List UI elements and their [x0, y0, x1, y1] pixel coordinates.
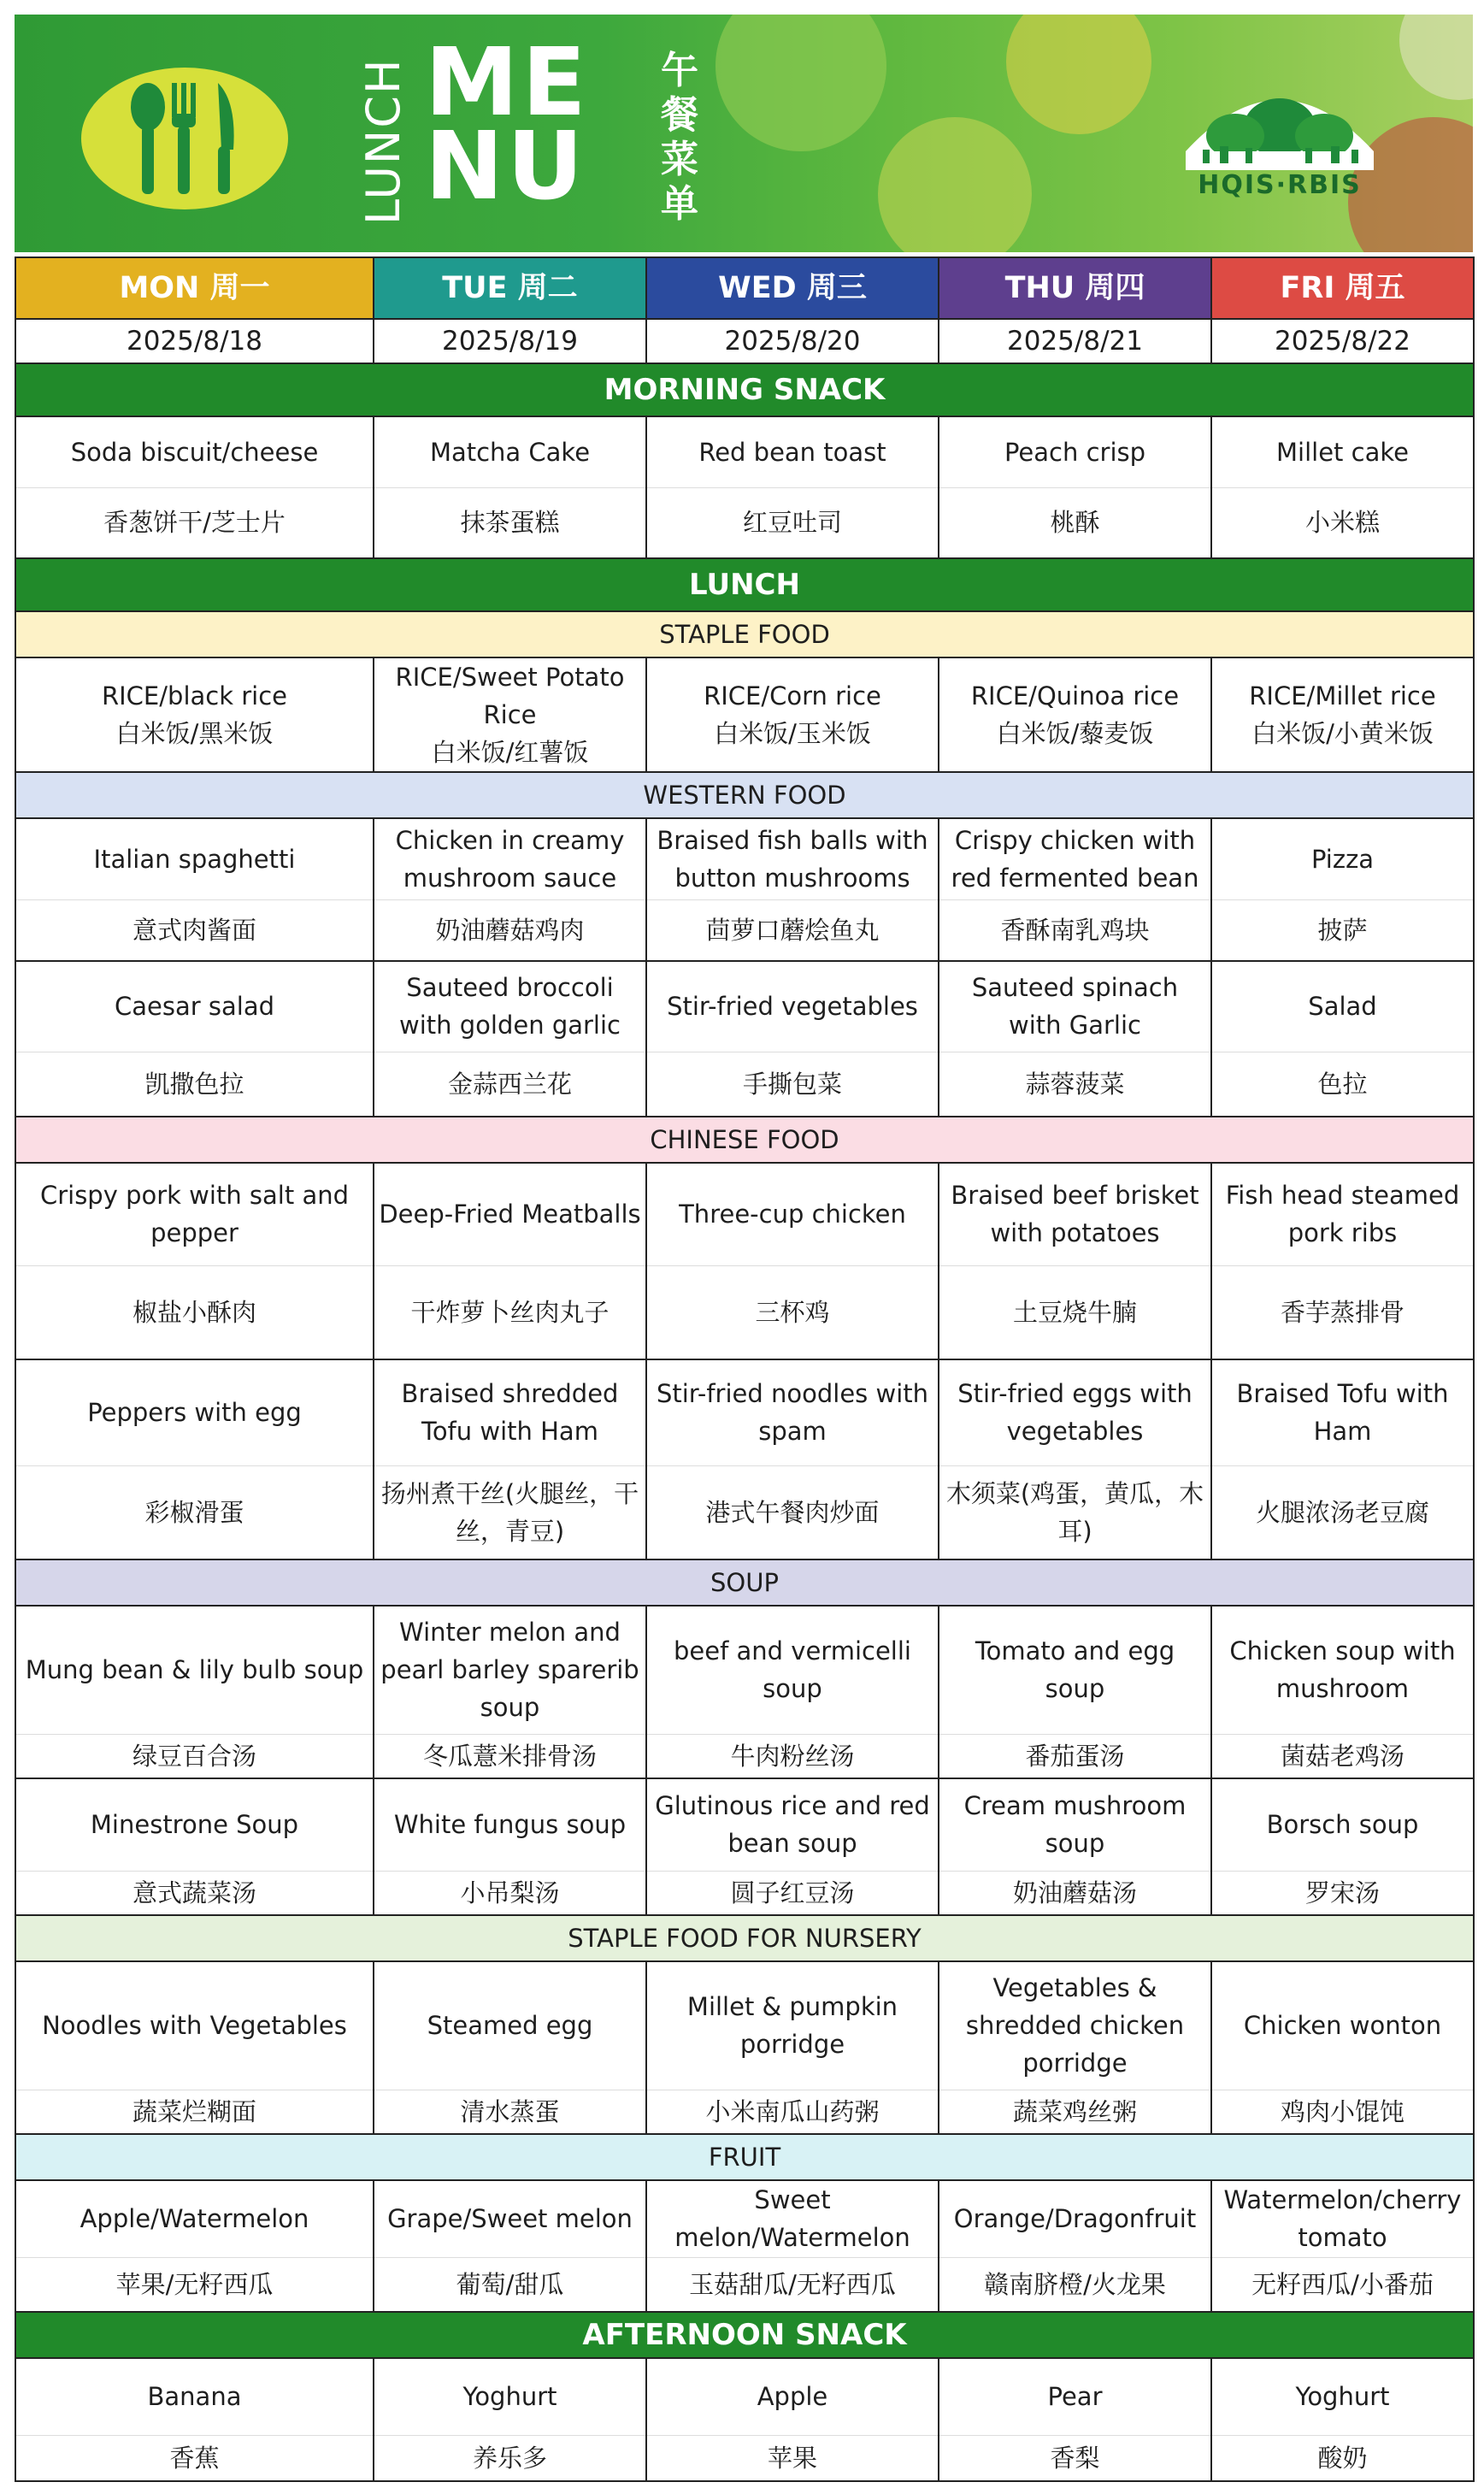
dish-en: Pear [939, 2358, 1211, 2435]
school-name: HQIS·RBIS [1198, 170, 1362, 200]
dish-en: Minestrone Soup [15, 1778, 374, 1871]
menu-row-en [15, 1359, 1474, 1465]
dish-en: Stir-fried eggs with vegetables [939, 1359, 1211, 1465]
dish-cn: 苹果/无籽西瓜 [15, 2257, 374, 2312]
dish-en: Orange/Dragonfruit [939, 2180, 1211, 2257]
dish-en: Apple [646, 2358, 939, 2435]
dish-en: Braised fish balls with button mushrooms [646, 818, 939, 899]
menu-row-en [15, 1961, 1474, 2090]
menu-row-en [15, 961, 1474, 1052]
dish-en: Vegetables & shredded chicken porridge [939, 1961, 1211, 2090]
dish-en: Crispy chicken with red fermented bean [939, 818, 1211, 899]
dish-en: Chicken soup with mushroom [1211, 1606, 1474, 1734]
dish-en: Salad [1211, 961, 1474, 1052]
dish-en: RICE/black rice [101, 681, 287, 710]
dish-en: Mung bean & lily bulb soup [15, 1606, 374, 1734]
date-row [15, 319, 1474, 363]
dish-en: Italian spaghetti [15, 818, 374, 899]
dish-en: Three-cup chicken [646, 1163, 939, 1265]
utensils-logo [81, 68, 288, 209]
menu-row-en [15, 2358, 1474, 2435]
menu-row-cn [15, 2257, 1474, 2312]
dish-en: Caesar salad [15, 961, 374, 1052]
dish-en: Chicken in creamy mushroom sauce [374, 818, 646, 899]
dish-cn: 桃酥 [939, 487, 1211, 558]
dish-cn: 牛肉粉丝汤 [646, 1734, 939, 1778]
dish-cn: 酸奶 [1211, 2435, 1474, 2481]
menu-cn-char: 餐 [661, 93, 698, 137]
menu-title-chinese [654, 49, 705, 227]
dish-cn: 无籽西瓜/小番茄 [1211, 2257, 1474, 2312]
dish-en: RICE/Quinoa rice [970, 681, 1180, 710]
dish-en: Chicken wonton [1211, 1961, 1474, 2090]
dish-cn: 罗宋汤 [1211, 1871, 1474, 1915]
day-header-thu: THU 周四 [939, 257, 1211, 319]
menu-row-cn [15, 1465, 1474, 1559]
menu-row-en [15, 416, 1474, 487]
dish-cn: 小米糕 [1211, 487, 1474, 558]
dish-cn: 鸡肉小馄饨 [1211, 2090, 1474, 2134]
school-logo-icon [1169, 74, 1391, 177]
weekly-menu-table [15, 256, 1475, 2482]
dish-cn: 茴萝口蘑烩鱼丸 [646, 899, 939, 961]
dish-cn: 赣南脐橙/火龙果 [939, 2257, 1211, 2312]
menu-title-bottom: NU [425, 111, 587, 221]
menu-row-cn [15, 899, 1474, 961]
dish-en: Pizza [1211, 818, 1474, 899]
dish-en: Sweet melon/Watermelon [646, 2180, 939, 2257]
section-soup: SOUP [15, 1559, 1474, 1606]
day-header-wed: WED 周三 [646, 257, 939, 319]
dish-en: beef and vermicelli soup [646, 1606, 939, 1734]
dish-staple [374, 657, 646, 772]
dish-cn: 披萨 [1211, 899, 1474, 961]
day-header-row [15, 257, 1474, 319]
dish-en: Tomato and egg soup [939, 1606, 1211, 1734]
dish-cn: 凯撒色拉 [15, 1052, 374, 1117]
dish-en: Soda biscuit/cheese [15, 416, 374, 487]
dish-cn: 三杯鸡 [646, 1265, 939, 1359]
dish-en: Sauteed broccoli with golden garlic [374, 961, 646, 1052]
dish-en: Noodles with Vegetables [15, 1961, 374, 2090]
dish-en: Sauteed spinach with Garlic [939, 961, 1211, 1052]
dish-staple [15, 657, 374, 772]
dish-cn: 香梨 [939, 2435, 1211, 2481]
menu-title-top: ME [425, 27, 590, 137]
menu-row-staple [15, 657, 1474, 772]
section-fruit: FRUIT [15, 2134, 1474, 2180]
date-cell: 2025/8/21 [939, 319, 1211, 363]
dish-cn: 椒盐小酥肉 [15, 1265, 374, 1359]
dish-en: Fish head steamed pork ribs [1211, 1163, 1474, 1265]
dish-cn: 红豆吐司 [646, 487, 939, 558]
dish-en: Peppers with egg [15, 1359, 374, 1465]
dish-cn: 清水蒸蛋 [374, 2090, 646, 2134]
dish-cn: 香芋蒸排骨 [1211, 1265, 1474, 1359]
dish-en: Braised shredded Tofu with Ham [374, 1359, 646, 1465]
menu-row-cn [15, 1871, 1474, 1915]
dish-en: Stir-fried noodles with spam [646, 1359, 939, 1465]
section-afternoon-snack: AFTERNOON SNACK [15, 2312, 1474, 2358]
dish-cn: 绿豆百合汤 [15, 1734, 374, 1778]
menu-row-en [15, 1606, 1474, 1734]
day-header-mon: MON 周一 [15, 257, 374, 319]
section-staple-food-nursery: STAPLE FOOD FOR NURSERY [15, 1915, 1474, 1961]
dish-en: Braised beef brisket with potatoes [939, 1163, 1211, 1265]
dish-cn: 玉菇甜瓜/无籽西瓜 [646, 2257, 939, 2312]
dish-cn: 圆子红豆汤 [646, 1871, 939, 1915]
dish-cn: 意式肉酱面 [15, 899, 374, 961]
dish-cn: 意式蔬菜汤 [15, 1871, 374, 1915]
dish-cn: 白米饭/黑米饭 [115, 719, 274, 748]
dish-cn: 香酥南乳鸡块 [939, 899, 1211, 961]
date-cell: 2025/8/20 [646, 319, 939, 363]
day-header-tue: TUE 周二 [374, 257, 646, 319]
dish-cn: 番茄蛋汤 [939, 1734, 1211, 1778]
dish-cn: 菌菇老鸡汤 [1211, 1734, 1474, 1778]
dish-en: Winter melon and pearl barley sparerib soup [374, 1606, 646, 1734]
dish-cn: 港式午餐肉炒面 [646, 1465, 939, 1559]
dish-cn: 扬州煮干丝(火腿丝，干丝，青豆) [374, 1465, 646, 1559]
menu-title [425, 27, 590, 221]
dish-staple [646, 657, 939, 772]
menu-row-en [15, 1163, 1474, 1265]
dish-en: Steamed egg [374, 1961, 646, 2090]
dish-cn: 小吊梨汤 [374, 1871, 646, 1915]
dish-en: Cream mushroom soup [939, 1778, 1211, 1871]
dish-en: Glutinous rice and red bean soup [646, 1778, 939, 1871]
dish-staple [1211, 657, 1474, 772]
menu-banner [15, 15, 1473, 252]
menu-row-cn [15, 1734, 1474, 1778]
day-header-fri: FRI 周五 [1211, 257, 1474, 319]
dish-cn: 白米饭/小黄米饭 [1251, 719, 1434, 748]
section-morning-snack: MORNING SNACK [15, 363, 1474, 416]
dish-cn: 蔬菜鸡丝粥 [939, 2090, 1211, 2134]
date-cell: 2025/8/19 [374, 319, 646, 363]
dish-cn: 苹果 [646, 2435, 939, 2481]
dish-en: Crispy pork with salt and pepper [15, 1163, 374, 1265]
dish-cn: 白米饭/藜麦饭 [996, 719, 1154, 748]
dish-en: White fungus soup [374, 1778, 646, 1871]
menu-row-cn [15, 1052, 1474, 1117]
dish-cn: 养乐多 [374, 2435, 646, 2481]
dish-en: Red bean toast [646, 416, 939, 487]
dish-en: Deep-Fried Meatballs [374, 1163, 646, 1265]
dish-en: Yoghurt [374, 2358, 646, 2435]
menu-row-cn [15, 1265, 1474, 1359]
dish-cn: 白米饭/玉米饭 [714, 719, 871, 748]
dish-en: Banana [15, 2358, 374, 2435]
dish-cn: 火腿浓汤老豆腐 [1211, 1465, 1474, 1559]
dish-cn: 香蕉 [15, 2435, 374, 2481]
dish-en: Peach crisp [939, 416, 1211, 487]
dish-cn: 白米饭/红薯饭 [431, 738, 589, 767]
section-western-food: WESTERN FOOD [15, 772, 1474, 818]
dish-cn: 奶油蘑菇汤 [939, 1871, 1211, 1915]
date-cell: 2025/8/18 [15, 319, 374, 363]
menu-row-en [15, 1778, 1474, 1871]
dish-cn: 香葱饼干/芝士片 [15, 487, 374, 558]
dish-cn: 金蒜西兰花 [374, 1052, 646, 1117]
dish-en: RICE/Corn rice [704, 681, 881, 710]
dish-en: RICE/Millet rice [1249, 681, 1436, 710]
menu-row-cn [15, 487, 1474, 558]
dish-cn: 手撕包菜 [646, 1052, 939, 1117]
lunch-label: LUNCH [356, 57, 410, 225]
dish-cn: 奶油蘑菇鸡肉 [374, 899, 646, 961]
dish-en: Watermelon/cherry tomato [1211, 2180, 1474, 2257]
dish-staple [939, 657, 1211, 772]
section-chinese-food: CHINESE FOOD [15, 1117, 1474, 1163]
dish-cn: 抹茶蛋糕 [374, 487, 646, 558]
dish-cn: 蔬菜烂糊面 [15, 2090, 374, 2134]
dish-en: Matcha Cake [374, 416, 646, 487]
dish-en: Apple/Watermelon [15, 2180, 374, 2257]
menu-cn-char: 单 [661, 182, 698, 226]
dish-cn: 木须菜(鸡蛋，黄瓜，木耳) [939, 1465, 1211, 1559]
dish-en: Yoghurt [1211, 2358, 1474, 2435]
dish-cn: 干炸萝卜丝肉丸子 [374, 1265, 646, 1359]
dish-cn: 蒜蓉菠菜 [939, 1052, 1211, 1117]
dish-cn: 色拉 [1211, 1052, 1474, 1117]
dish-en: Grape/Sweet melon [374, 2180, 646, 2257]
section-staple-food: STAPLE FOOD [15, 611, 1474, 657]
dish-en: Stir-fried vegetables [646, 961, 939, 1052]
dish-en: Millet & pumpkin porridge [646, 1961, 939, 2090]
menu-cn-char: 午 [661, 49, 698, 92]
section-lunch: LUNCH [15, 558, 1474, 611]
menu-row-cn [15, 2090, 1474, 2134]
date-cell: 2025/8/22 [1211, 319, 1474, 363]
menu-cn-char: 菜 [661, 138, 698, 181]
dish-cn: 小米南瓜山药粥 [646, 2090, 939, 2134]
utensils-icon [81, 68, 288, 209]
dish-cn: 彩椒滑蛋 [15, 1465, 374, 1559]
menu-row-cn [15, 2435, 1474, 2481]
menu-row-en [15, 2180, 1474, 2257]
dish-cn: 冬瓜薏米排骨汤 [374, 1734, 646, 1778]
dish-cn: 土豆烧牛腩 [939, 1265, 1211, 1359]
dish-en: Braised Tofu with Ham [1211, 1359, 1474, 1465]
dish-en: Millet cake [1211, 416, 1474, 487]
dish-cn: 葡萄/甜瓜 [374, 2257, 646, 2312]
menu-row-en [15, 818, 1474, 899]
dish-en: Borsch soup [1211, 1778, 1474, 1871]
lunch-vertical-title [355, 57, 415, 228]
dish-en: RICE/Sweet Potato Rice [395, 663, 625, 729]
